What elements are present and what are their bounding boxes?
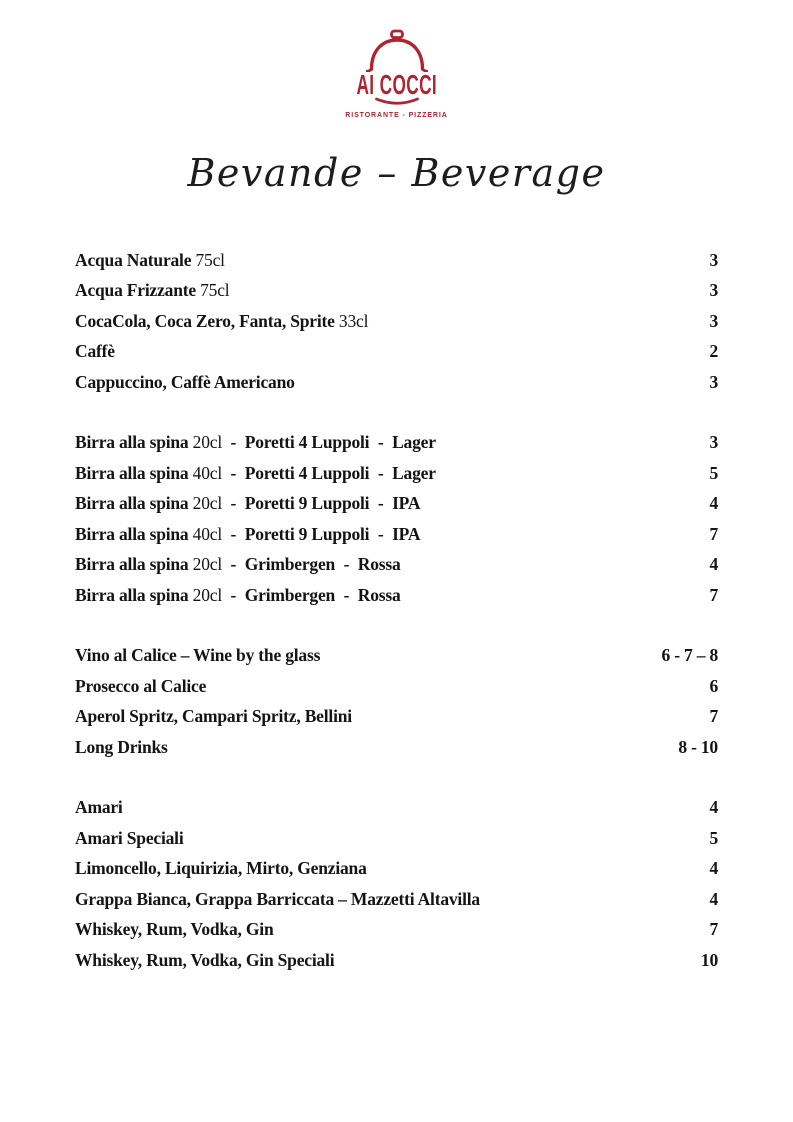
menu-item-price: 7	[709, 919, 718, 940]
menu-item-name	[75, 280, 229, 301]
menu-item-name	[75, 797, 123, 818]
item-name-segment: Limoncello, Liquirizia, Mirto, Genziana	[75, 858, 367, 879]
menu-item-price: 6	[709, 675, 718, 696]
item-name-segment: Amari	[75, 797, 123, 818]
menu-item-price: 3	[709, 310, 718, 331]
item-name-segment: Whiskey, Rum, Vodka, Gin	[75, 919, 274, 940]
item-size-segment: 40cl	[192, 462, 222, 483]
item-name-segment: - Poretti 9 Luppoli - IPA	[222, 523, 421, 544]
menu-item-price: 3	[709, 371, 718, 392]
menu-list	[75, 245, 718, 976]
menu-item-price: 3	[709, 280, 718, 301]
menu-item-row	[75, 915, 718, 946]
menu-item-name	[75, 737, 168, 758]
menu-item-price: 7	[709, 523, 718, 544]
menu-item-row	[75, 945, 718, 976]
menu-item-row	[75, 823, 718, 854]
item-size-segment: 20cl	[192, 493, 222, 514]
menu-item-name	[75, 828, 184, 849]
menu-section	[75, 793, 718, 976]
item-name-segment: Birra alla spina	[75, 462, 193, 483]
menu-item-price: 4	[709, 554, 718, 575]
menu-item-name	[75, 919, 273, 940]
logo-name: AI COCCI	[356, 68, 437, 100]
menu-item-price: 4	[709, 797, 718, 818]
menu-item-name	[75, 250, 225, 271]
page-title: Bevande – Beverage	[187, 151, 606, 195]
item-name-segment: Birra alla spina	[75, 493, 193, 514]
item-name-segment: CocaCola, Coca Zero, Fanta, Sprite	[75, 310, 339, 331]
menu-item-row	[75, 245, 718, 276]
menu-item-price: 8 - 10	[678, 736, 718, 757]
menu-item-row	[75, 489, 718, 520]
menu-item-row	[75, 276, 718, 307]
menu-item-price: 4	[709, 493, 718, 514]
item-size-segment: 33cl	[338, 310, 369, 331]
menu-item-row	[75, 367, 718, 398]
menu-item-price: 3	[709, 432, 718, 453]
menu-item-name	[75, 889, 480, 910]
menu-item-name	[75, 432, 436, 453]
menu-item-row	[75, 337, 718, 368]
menu-item-name	[75, 493, 420, 514]
item-name-segment: Prosecco al Calice	[75, 675, 207, 696]
item-size-segment: 20cl	[192, 554, 222, 575]
menu-item-name	[75, 341, 115, 362]
menu-item-row	[75, 550, 718, 581]
menu-item-price: 5	[709, 462, 718, 483]
item-name-segment: - Grimbergen - Rossa	[222, 584, 401, 605]
item-name-segment: Birra alla spina	[75, 584, 193, 605]
menu-item-row	[75, 702, 718, 733]
menu-item-row	[75, 519, 718, 550]
item-name-segment: Birra alla spina	[75, 554, 193, 575]
item-name-segment: - Poretti 4 Luppoli - Lager	[222, 432, 436, 453]
logo-tagline: RISTORANTE - PIZZERIA	[345, 112, 448, 119]
menu-item-price: 7	[709, 584, 718, 605]
menu-item-row	[75, 854, 718, 885]
menu-item-row	[75, 458, 718, 489]
item-name-segment: Birra alla spina	[75, 523, 193, 544]
menu-item-row	[75, 428, 718, 459]
menu-item-name	[75, 524, 420, 545]
cloche-icon	[366, 29, 428, 72]
menu-item-price: 6 - 7 – 8	[661, 645, 718, 666]
menu-item-price: 4	[709, 858, 718, 879]
menu-item-row	[75, 641, 718, 672]
item-name-segment: Vino al Calice – Wine by the glass	[75, 645, 321, 666]
item-name-segment: Caffè	[75, 341, 115, 362]
menu-item-name	[75, 372, 295, 393]
item-name-segment: Aperol Spritz, Campari Spritz, Bellini	[75, 706, 352, 727]
item-size-segment: 75cl	[195, 249, 225, 270]
menu-item-price: 2	[709, 341, 718, 362]
menu-item-price: 7	[709, 706, 718, 727]
menu-item-name	[75, 554, 401, 575]
menu-item-row	[75, 793, 718, 824]
menu-item-name	[75, 645, 320, 666]
menu-item-row	[75, 306, 718, 337]
menu-item-price: 4	[709, 888, 718, 909]
item-name-segment: Grappa Bianca, Grappa Barriccata – Mazzetti Altavilla	[75, 888, 480, 909]
menu-item-price: 3	[709, 249, 718, 270]
item-size-segment: 20cl	[192, 432, 222, 453]
menu-section	[75, 428, 718, 611]
menu-item-name	[75, 858, 367, 879]
item-name-segment: Long Drinks	[75, 736, 168, 757]
menu-item-row	[75, 671, 718, 702]
menu-item-row	[75, 580, 718, 611]
menu-item-name	[75, 950, 334, 971]
menu-item-price: 5	[709, 827, 718, 848]
menu-item-name	[75, 706, 352, 727]
menu-section	[75, 641, 718, 763]
item-name-segment: Acqua Frizzante	[75, 280, 201, 301]
menu-item-row	[75, 732, 718, 763]
menu-item-name	[75, 676, 206, 697]
menu-item-name	[75, 585, 401, 606]
item-name-segment: - Grimbergen - Rossa	[222, 554, 401, 575]
item-name-segment: - Poretti 9 Luppoli - IPA	[222, 493, 421, 514]
item-name-segment: Amari Speciali	[75, 827, 184, 848]
item-size-segment: 20cl	[192, 584, 222, 605]
item-name-segment: Whiskey, Rum, Vodka, Gin Speciali	[75, 949, 335, 970]
menu-item-price: 10	[700, 949, 718, 970]
item-name-segment: Cappuccino, Caffè Americano	[75, 371, 295, 392]
menu-section	[75, 245, 718, 398]
restaurant-logo	[0, 29, 793, 119]
menu-item-row	[75, 884, 718, 915]
item-size-segment: 75cl	[200, 280, 230, 301]
item-name-segment: - Poretti 4 Luppoli - Lager	[222, 462, 436, 483]
item-size-segment: 40cl	[192, 523, 222, 544]
menu-item-name	[75, 311, 368, 332]
item-name-segment: Birra alla spina	[75, 432, 193, 453]
menu-item-name	[75, 463, 436, 484]
item-name-segment: Acqua Naturale	[75, 249, 196, 270]
